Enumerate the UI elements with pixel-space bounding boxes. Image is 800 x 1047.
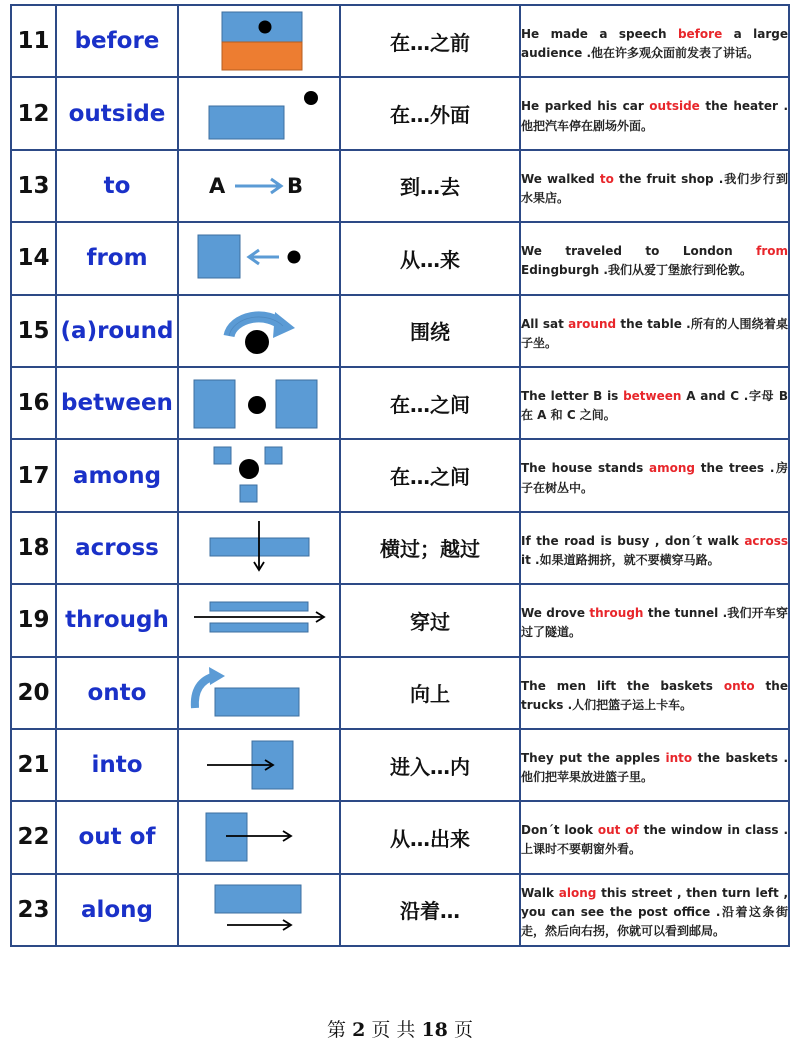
along-diagram-icon <box>179 875 339 945</box>
highlight-word: into <box>665 750 693 765</box>
row-number: 21 <box>11 729 56 801</box>
example-sentence: He made a speech before a large audience .他在许多观众面前发表了讲话。 <box>520 5 789 77</box>
row-number: 17 <box>11 439 56 511</box>
highlight-word: through <box>589 606 644 621</box>
chinese-meaning: 在…之前 <box>340 5 520 77</box>
example-sentence: We traveled to London from Edingburgh .我们从爱丁堡旅行到伦敦。 <box>520 222 789 294</box>
from-diagram-icon <box>179 223 339 293</box>
across-diagram-icon <box>179 513 339 583</box>
example-sentence: He parked his car outside the heater .他把汽车停在剧场外面。 <box>520 77 789 149</box>
table-row <box>11 295 789 367</box>
page-footer: 第 2 页 共 18 页 <box>327 1019 473 1041</box>
preposition-table <box>10 4 790 947</box>
highlight-word: to <box>599 171 614 186</box>
preposition-word: outside <box>56 77 178 149</box>
chinese-meaning: 向上 <box>340 657 520 729</box>
chinese-meaning: 进入…内 <box>340 729 520 801</box>
highlight-word: along <box>558 886 597 901</box>
row-number: 18 <box>11 512 56 584</box>
row-number: 12 <box>11 77 56 149</box>
highlight-word: out of <box>597 823 639 838</box>
chinese-meaning: 在…之间 <box>340 439 520 511</box>
preposition-word: among <box>56 439 178 511</box>
table-row <box>11 512 789 584</box>
chinese-meaning: 围绕 <box>340 295 520 367</box>
preposition-word: onto <box>56 657 178 729</box>
chinese-meaning: 从…来 <box>340 222 520 294</box>
label-b: B <box>287 173 304 198</box>
row-number: 23 <box>11 874 56 946</box>
highlight-word: between <box>623 388 682 403</box>
row-number: 11 <box>11 5 56 77</box>
row-number: 20 <box>11 657 56 729</box>
example-sentence: The house stands among the trees .房子在树丛中。 <box>520 439 789 511</box>
table-row <box>11 657 789 729</box>
chinese-meaning: 沿着… <box>340 874 520 946</box>
table-row <box>11 729 789 801</box>
example-sentence: The men lift the baskets onto the trucks .人们把篮子运上卡车。 <box>520 657 789 729</box>
table-row <box>11 874 789 946</box>
label-a: A <box>209 173 226 198</box>
through-diagram-icon <box>179 585 339 655</box>
outside-diagram-icon <box>179 79 339 149</box>
table-row <box>11 77 789 149</box>
preposition-word: along <box>56 874 178 946</box>
preposition-word: between <box>56 367 178 439</box>
preposition-word: out of <box>56 801 178 873</box>
row-number: 16 <box>11 367 56 439</box>
to-diagram-icon <box>179 151 339 221</box>
highlight-word: onto <box>723 678 755 693</box>
table-row <box>11 801 789 873</box>
highlight-word: from <box>756 244 788 259</box>
between-diagram-icon <box>179 368 339 438</box>
example-sentence: Walk along this street , then turn left , you can see the post office .沿着这条街走，然后向右拐，你就可以看到邮局。 <box>520 874 789 946</box>
chinese-meaning: 到…去 <box>340 150 520 222</box>
chinese-meaning: 在…外面 <box>340 77 520 149</box>
chinese-meaning: 横过；越过 <box>340 512 520 584</box>
preposition-word: (a)round <box>56 295 178 367</box>
highlight-word: across <box>744 533 788 548</box>
chinese-meaning: 从…出来 <box>340 801 520 873</box>
table-row <box>11 439 789 511</box>
out-of-diagram-icon <box>179 802 339 872</box>
table-row <box>11 584 789 656</box>
row-number: 15 <box>11 295 56 367</box>
row-number: 22 <box>11 801 56 873</box>
highlight-word: among <box>649 461 696 476</box>
example-sentence: If the road is busy , don´t walk across it .如果道路拥挤，就不要横穿马路。 <box>520 512 789 584</box>
table-row <box>11 367 789 439</box>
example-sentence: They put the apples into the baskets .他们把苹果放进篮子里。 <box>520 729 789 801</box>
table-row <box>11 5 789 77</box>
row-number: 14 <box>11 222 56 294</box>
around-diagram-icon <box>179 296 339 366</box>
table-row <box>11 150 789 222</box>
example-sentence: Don´t look out of the window in class .上课时不要朝窗外看。 <box>520 801 789 873</box>
total-pages: 18 <box>421 1019 448 1041</box>
preposition-word: through <box>56 584 178 656</box>
before-diagram-icon <box>179 6 339 76</box>
row-number: 13 <box>11 150 56 222</box>
preposition-word: to <box>56 150 178 222</box>
onto-diagram-icon <box>179 658 339 728</box>
preposition-word: across <box>56 512 178 584</box>
highlight-word: outside <box>649 99 700 114</box>
current-page: 2 <box>352 1019 366 1041</box>
example-sentence: We drove through the tunnel .我们开车穿过了隧道。 <box>520 584 789 656</box>
example-sentence: All sat around the table .所有的人围绕着桌子坐。 <box>520 295 789 367</box>
highlight-word: around <box>568 316 617 331</box>
into-diagram-icon <box>179 730 339 800</box>
among-diagram-icon <box>179 441 339 511</box>
example-sentence: The letter B is between A and C .字母 B 在 A 和 C 之间。 <box>520 367 789 439</box>
example-sentence: We walked to the fruit shop .我们步行到水果店。 <box>520 150 789 222</box>
chinese-meaning: 在…之间 <box>340 367 520 439</box>
preposition-word: from <box>56 222 178 294</box>
chinese-meaning: 穿过 <box>340 584 520 656</box>
row-number: 19 <box>11 584 56 656</box>
preposition-word: before <box>56 5 178 77</box>
table-row <box>11 222 789 294</box>
preposition-word: into <box>56 729 178 801</box>
highlight-word: before <box>677 27 723 41</box>
